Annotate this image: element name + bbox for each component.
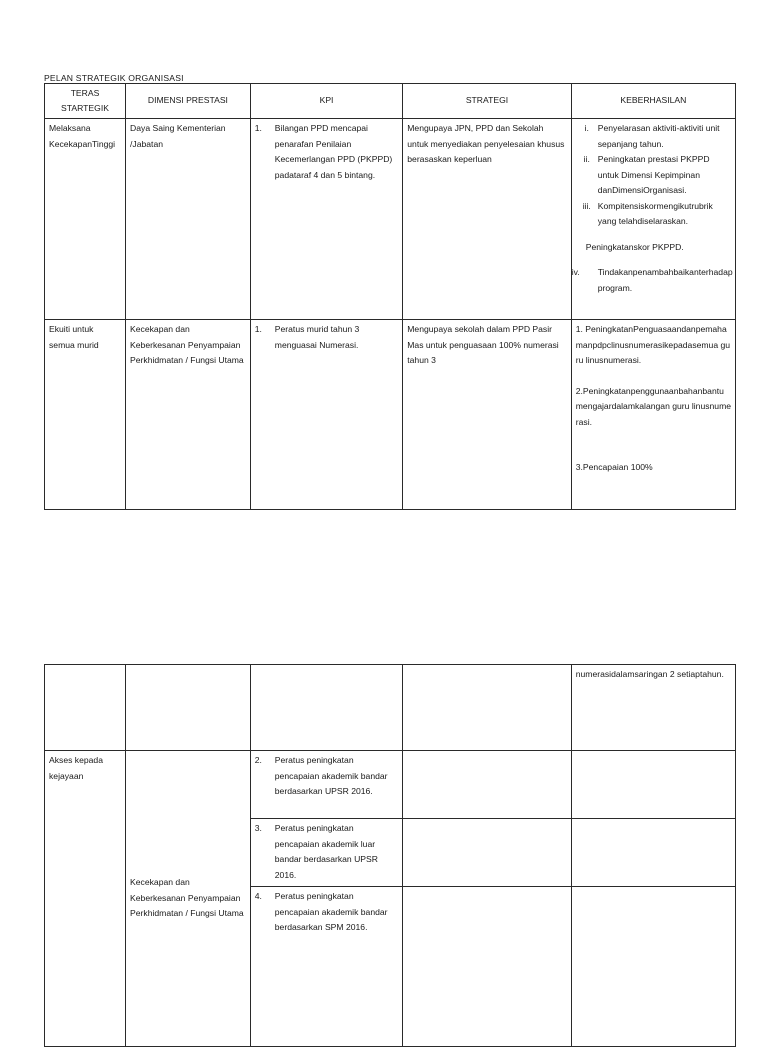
empty-cell bbox=[403, 887, 571, 1047]
kb-item: 1. PeningkatanPenguasaandanpemahamanpdpclinusnumerasikepadasemua guru linusnumerasi. bbox=[575, 324, 731, 365]
cell-kpi bbox=[250, 751, 402, 819]
kpi-text: Peratus murid tahun 3 menguasai Numerasi. bbox=[274, 324, 360, 350]
cell-strategi: Mengupaya sekolah dalam PPD Pasir Mas untuk penguasaan 100% numerasi tahun 3 bbox=[403, 320, 571, 510]
header-teras: TERAS STARTEGIK bbox=[45, 84, 126, 119]
kb-number: iv. bbox=[571, 267, 580, 277]
page-title: PELAN STRATEGIK ORGANISASI bbox=[44, 73, 184, 83]
kpi-number: 3. bbox=[254, 823, 262, 833]
empty-cell bbox=[126, 665, 251, 751]
table-header-row bbox=[45, 84, 736, 119]
empty-cell bbox=[403, 819, 571, 887]
cell-teras: Ekuiti untuk semua murid bbox=[45, 320, 126, 510]
cell-keberhasilan bbox=[571, 320, 735, 510]
cell-kpi bbox=[250, 119, 402, 320]
strategic-plan-table bbox=[44, 83, 736, 510]
kb-number: ii. bbox=[583, 154, 590, 164]
header-kpi: KPI bbox=[250, 84, 402, 119]
header-keberhasilan: KEBERHASILAN bbox=[571, 84, 735, 119]
empty-cell bbox=[45, 665, 126, 751]
cell-kpi bbox=[250, 887, 402, 1047]
empty-cell bbox=[403, 751, 571, 819]
kb-text: Penyelarasan aktiviti-aktiviti unit sepanjang tahun. bbox=[597, 123, 720, 149]
cell-kpi bbox=[250, 320, 402, 510]
cell-dimensi: Kecekapan dan Keberkesanan Penyampaian Perkhidmatan / Fungsi Utama bbox=[126, 751, 251, 1047]
kpi-number: 1. bbox=[254, 324, 262, 334]
header-strategi: STRATEGI bbox=[403, 84, 571, 119]
empty-cell bbox=[571, 819, 735, 887]
kb-number: iii. bbox=[582, 200, 591, 211]
kpi-text: Peratus peningkatan pencapaian akademik bandar berdasarkan UPSR 2016. bbox=[274, 755, 388, 796]
empty-cell bbox=[571, 887, 735, 1047]
table-row bbox=[45, 665, 736, 751]
kb-text: Peningkatan prestasi PKPPD untuk Dimensi Kepimpinan danDimensiOrganisasi. bbox=[597, 154, 710, 195]
kpi-text: Peratus peningkatan pencapaian akademik luar bandar berdasarkan UPSR 2016. bbox=[274, 823, 378, 880]
empty-cell bbox=[571, 751, 735, 819]
table-row bbox=[45, 119, 736, 320]
header-dimensi: DIMENSI PRESTASI bbox=[126, 84, 251, 119]
cell-teras: Melaksana KecekapanTinggi bbox=[45, 119, 126, 320]
kb-item: 3.Pencapaian 100% bbox=[575, 462, 653, 472]
empty-cell bbox=[250, 665, 402, 751]
kb-extra: Peningkatanskor PKPPD. bbox=[585, 241, 684, 252]
kpi-number: 2. bbox=[254, 755, 262, 765]
table-row bbox=[45, 320, 736, 510]
kpi-text: Peratus peningkatan pencapaian akademik bandar berdasarkan SPM 2016. bbox=[274, 891, 388, 932]
kpi-number: 1. bbox=[254, 123, 262, 133]
cell-teras: Akses kepada kejayaan bbox=[45, 751, 126, 1047]
cell-keberhasilan bbox=[571, 119, 735, 320]
cell-dimensi: Daya Saing Kementerian /Jabatan bbox=[126, 119, 251, 320]
cell-strategi: Mengupaya JPN, PPD dan Sekolah untuk menyediakan penyelesaian khusus berasaskan keperluan bbox=[403, 119, 571, 320]
kb-text: Tindakanpenambahbaikanterhadap program. bbox=[597, 267, 733, 293]
cell-dimensi: Kecekapan dan Keberkesanan Penyampaian Perkhidmatan / Fungsi Utama bbox=[126, 320, 251, 510]
kpi-text: Bilangan PPD mencapai penarafan Penilaian Kecemerlangan PPD (PKPPD) padataraf 4 dan 5 bintang. bbox=[274, 123, 393, 180]
cell-keberhasilan: numerasidalamsaringan 2 setiaptahun. bbox=[571, 665, 735, 751]
kb-text: Kompitensiskormengikutrubrik yang telahdiselaraskan. bbox=[597, 200, 713, 226]
cell-kpi bbox=[250, 819, 402, 887]
kpi-number: 4. bbox=[254, 891, 262, 901]
kb-number: i. bbox=[584, 123, 589, 133]
empty-cell bbox=[403, 665, 571, 751]
kb-item: 2.Peningkatanpenggunaanbahanbantu mengajardalamkalangan guru linusnumerasi. bbox=[575, 385, 732, 427]
table-row bbox=[45, 751, 736, 819]
strategic-plan-table-continued bbox=[44, 664, 736, 1047]
